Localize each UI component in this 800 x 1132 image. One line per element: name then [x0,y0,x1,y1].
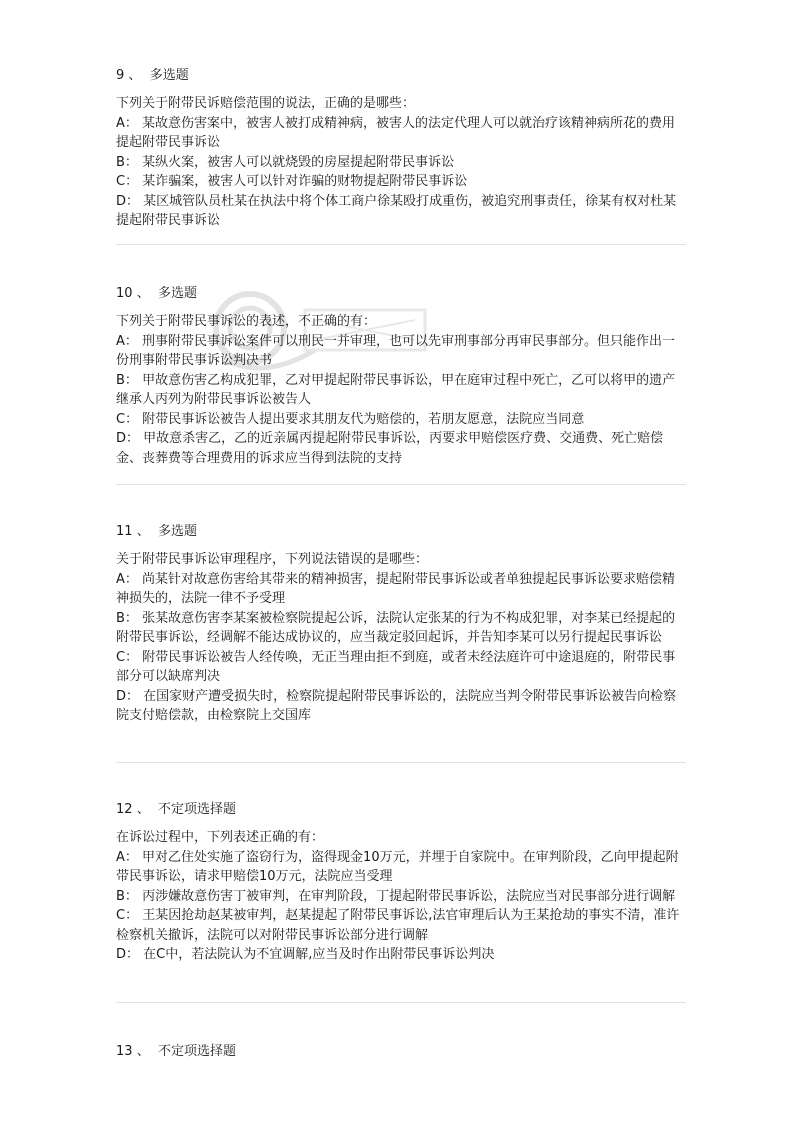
question-9 [116,66,686,231]
option-c: C： 王某因抢劫赵某被审判，赵某提起了附带民事诉讼,法官审理后认为王某抢劫的事实不清，准许检察机关撤诉，法院可以对附带民事诉讼部分进行调解 [116,908,680,943]
divider [116,762,686,763]
option-d: D： 在C中，若法院认为不宜调解,应当及时作出附带民事诉讼判决 [116,947,495,962]
question-header: 10 、 多选题 [116,286,197,301]
question-stem: 下列关于附带民诉赔偿范围的说法，正确的是哪些： [116,96,416,111]
question-header: 9 、 多选题 [116,68,189,83]
question-header: 11 、 多选题 [116,524,197,539]
divider [116,1002,686,1003]
question-13 [116,1042,686,1070]
question-header: 12 、 不定项选择题 [116,802,236,817]
question-11 [116,522,686,726]
divider [116,484,686,485]
option-b: B： 丙涉嫌故意伤害丁被审判，在审判阶段，丁提起附带民事诉讼，法院应当对民事部分进行调解 [116,888,676,904]
question-stem: 下列关于附带民事诉讼的表述，不正确的有： [116,314,377,329]
question-10 [116,284,686,468]
option-d: D： 在国家财产遭受损失时，检察院提起附带民事诉讼的，法院应当判令附带民事诉讼被告向检察院支付赔偿款，由检察院上交国库 [116,688,677,723]
question-stem: 在诉讼过程中，下列表述正确的有： [116,830,325,845]
option-c: C： 某诈骗案，被害人可以针对诈骗的财物提起附带民事诉讼 [116,174,468,189]
question-header: 13 、 不定项选择题 [116,1044,236,1059]
option-a: A： 甲对乙住处实施了盗窃行为，盗得现金10万元，并埋于自家院中。在审判阶段，乙向甲提起附带民事诉讼，请求甲赔偿10万元，法院应当受理 [116,849,679,884]
option-b: B： 甲故意伤害乙构成犯罪，乙对甲提起附带民事诉讼，甲在庭审过程中死亡，乙可以将甲的遗产继承人丙列为附带民事诉讼被告人 [116,372,676,407]
question-stem: 关于附带民事诉讼审理程序，下列说法错误的是哪些： [116,552,429,567]
option-c: C： 附带民事诉讼被告人经传唤，无正当理由拒不到庭，或者未经法庭许可中途退庭的，附带民事部分可以缺席判决 [116,649,676,684]
question-12 [116,800,686,965]
option-a: A： 刑事附带民事诉讼案件可以刑民一并审理，也可以先审刑事部分再审民事部分。但只能作出一份刑事附带民事诉讼判决书 [116,333,676,368]
divider [116,244,686,245]
option-b: B： 张某故意伤害李某案被检察院提起公诉，法院认定张某的行为不构成犯罪，对李某已经提起的附带民事诉讼，经调解不能达成协议的，应当裁定驳回起诉，并告知李某可以另行提起民事诉讼 [116,610,676,645]
option-a: A： 某故意伤害案中，被害人被打成精神病，被害人的法定代理人可以就治疗该精神病所花的费用提起附带民事诉讼 [116,115,676,150]
option-c: C： 附带民事诉讼被告人提出要求其朋友代为赔偿的，若朋友愿意，法院应当同意 [116,411,585,427]
option-d: D： 某区城管队员杜某在执法中将个体工商户徐某殴打成重伤，被追究刑事责任，徐某有权对杜某提起附带民事诉讼 [116,193,677,228]
option-d: D： 甲故意杀害乙，乙的近亲属丙提起附带民事诉讼，丙要求甲赔偿医疗费、交通费、死亡赔偿金、丧葬费等合理费用的诉求应当得到法院的支持 [116,431,664,466]
option-b: B： 某纵火案，被害人可以就烧毁的房屋提起附带民事诉讼 [116,154,455,170]
option-a: A： 尚某针对故意伤害给其带来的精神损害，提起附带民事诉讼或者单独提起民事诉讼要求赔偿精神损失的，法院一律不予受理 [116,571,676,606]
